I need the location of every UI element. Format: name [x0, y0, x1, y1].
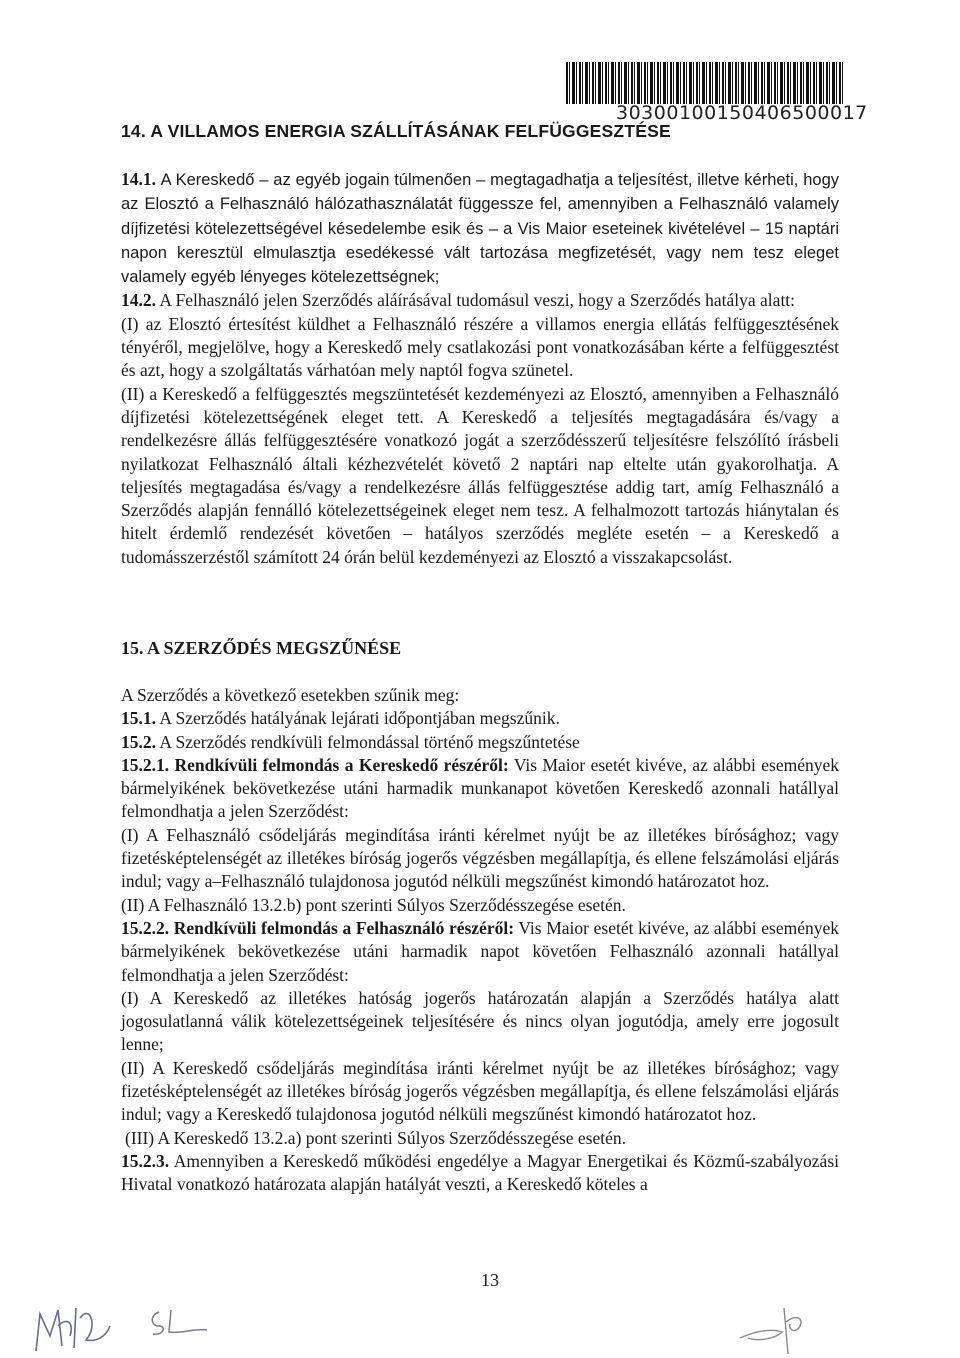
paragraph-15-2-2	[121, 917, 839, 987]
paragraph-15-2-3	[121, 1150, 839, 1197]
paragraph-14-2-i: (I) az Elosztó értesítést küldhet a Felhasználó részére a villamos energia ellátás felfüggesztésének tényéről, megjelölve, hogy a Kereskedő mely csatlakozási pont vonatkozásában kérte a felfüggesztést és azt, hogy a szolgáltatás várhatóan mely naptól fogva szünetel.	[121, 313, 839, 381]
section-15-title: 15. A SZERZŐDÉS MEGSZŰNÉSE	[121, 638, 402, 658]
paragraph-14-1-number: 14.1.	[121, 169, 156, 189]
page-number: 13	[481, 1270, 499, 1290]
paragraph-15-2-number: 15.2.	[121, 731, 156, 752]
paragraph-15-2-2-ii: (II) A Kereskedő csődeljárás megindítása iránti kérelmet nyújt be az illetékes bírósághoz; vagy fizetésképtelenségét az illetékes bíróság jogerős végzésben megállapítja, és ellene felszámolási eljárás indul; vagy a Kereskedő tulajdonosa jogutód nélküli megszűnést kimondó határozatot hoz.	[121, 1057, 839, 1125]
paragraph-14-2	[121, 289, 839, 312]
section-15-intro: A Szerződés a következő esetekben szűnik meg:	[121, 685, 460, 705]
paragraph-15-2-1	[121, 754, 839, 824]
paragraph-15-1-text: A Szerződés hatályának lejárati időpontjában megszűnik.	[159, 708, 560, 729]
paragraph-15-2-1-i: (I) A Felhasználó csődeljárás megindítása iránti kérelmet nyújt be az illetékes bírósághoz; vagy fizetésképtelenségét az illetékes bíróság jogerős végzésben megállapítja, és ellene felszámolási eljárás indul; vagy a–Felhasználó tulajdonosa jogutód nélküli megszűnést kimondó határozatot hoz.	[121, 824, 839, 892]
barcode-number: 30300100150406500017	[616, 102, 868, 124]
paragraph-15-2-1-heading: 15.2.1. Rendkívüli felmondás a Kereskedő részéről:	[121, 754, 509, 775]
handwritten-initials-left	[28, 1296, 128, 1356]
paragraph-14-1	[121, 168, 839, 289]
paragraph-15-2-2-iii: (III) A Kereskedő 13.2.a) pont szerinti Súlyos Szerződésszegése esetén.	[125, 1127, 627, 1148]
section-14-body	[121, 168, 839, 569]
handwritten-signature-right	[730, 1288, 830, 1358]
paragraph-15-1	[121, 707, 839, 730]
paragraph-15-2-text: A Szerződés rendkívüli felmondással történő megszűntetése	[159, 731, 580, 752]
paragraph-14-2-ii: (II) a Kereskedő a felfüggesztés megszüntetését kezdeményezi az Elosztó, amennyiben a Felhasználó díjfizetési kötelezettségének eleget tett. A Kereskedő a teljesítés megtagadására és/vagy a rendelkezésre állás felfüggesztésére vonatkozó jogát a szerződésszerű teljesítésre felszólító írásbeli nyilatkozat Felhasználó általi kézhezvételét követő 2 naptári nap eltelte után gyakorolhatja. A teljesítés megtagadása és/vagy a rendelkezésre állás felfüggesztése addig tart, amíg Felhasználó a Szerződés alapján fennálló kötelezettségeinek eleget nem tesz. A felhalmozott tartozás hiánytalan és hitelt érdemlő rendezését követően – hatályos szerződés megléte esetén – a Kereskedő a tudomásszerzéstől számított 24 órán belül kezdeményezi az Elosztó a visszakapcsolást.	[121, 383, 839, 567]
paragraph-15-2-1-ii: (II) A Felhasználó 13.2.b) pont szerinti Súlyos Szerződésszegése esetén.	[121, 894, 626, 915]
paragraph-14-2-text: A Felhasználó jelen Szerződés aláírásával tudomásul veszi, hogy a Szerződés hatálya alatt:	[159, 290, 796, 311]
paragraph-15-2-3-text: Amennyiben a Kereskedő működési engedélye a Magyar Energetikai és Közmű-szabályozási Hivatal vonatkozó határozata alapján hatályát veszti, a Kereskedő köteles a	[121, 1150, 839, 1195]
paragraph-15-2-2-i: (I) A Kereskedő az illetékes hatóság jogerős határozatán alapján a Szerződés hatálya alatt jogosulatlanná válik kötelezettségeinek teljesítésére és nincs olyan jogutódja, amely erre jogosult lenne;	[121, 987, 839, 1055]
paragraph-15-2-2-heading: 15.2.2. Rendkívüli felmondás a Felhasználó részéről:	[121, 917, 515, 938]
section-14-title: 14. A VILLAMOS ENERGIA SZÁLLÍTÁSÁNAK FELFÜGGESZTÉSE	[121, 121, 671, 141]
barcode	[566, 62, 868, 124]
paragraph-15-2-2-text: Vis Maior esetét kivéve, az alábbi események bármelyikének bekövetkezése utáni harmadik napot követően Felhasználó azonnali hatállyal felmondhatja a jelen Szerződést:	[121, 917, 839, 985]
barcode-bars	[566, 62, 844, 104]
paragraph-15-2-1-text: Vis Maior esetét kivéve, az alábbi események bármelyikének bekövetkezése utáni harmadik munkanapot követően Kereskedő azonnali hatállyal felmondhatja a jelen Szerződést:	[121, 754, 840, 822]
paragraph-14-1-text: A Kereskedő – az egyéb jogain túlmenően – megtagadhatja a teljesítést, illetve kérheti, hogy az Elosztó a Felhasználó hálózathasználatát függessze fel, amennyiben a Felhasználó valamely díjfizetési kötelezettségével késedelembe esik és – a Vis Maior eseteinek kivételével – 15 naptári napon keresztül elmulasztja esedékessé vált tartozása megfizetését, vagy nem tesz eleget valamely egyéb lényeges kötelezettségnek;	[121, 171, 840, 287]
handwritten-initials-middle	[145, 1304, 215, 1344]
paragraph-14-2-number: 14.2.	[121, 290, 156, 311]
section-15-body	[121, 684, 839, 1197]
paragraph-15-2	[121, 731, 839, 754]
paragraph-15-1-number: 15.1.	[121, 708, 156, 729]
paragraph-15-2-3-number: 15.2.3.	[121, 1150, 170, 1171]
